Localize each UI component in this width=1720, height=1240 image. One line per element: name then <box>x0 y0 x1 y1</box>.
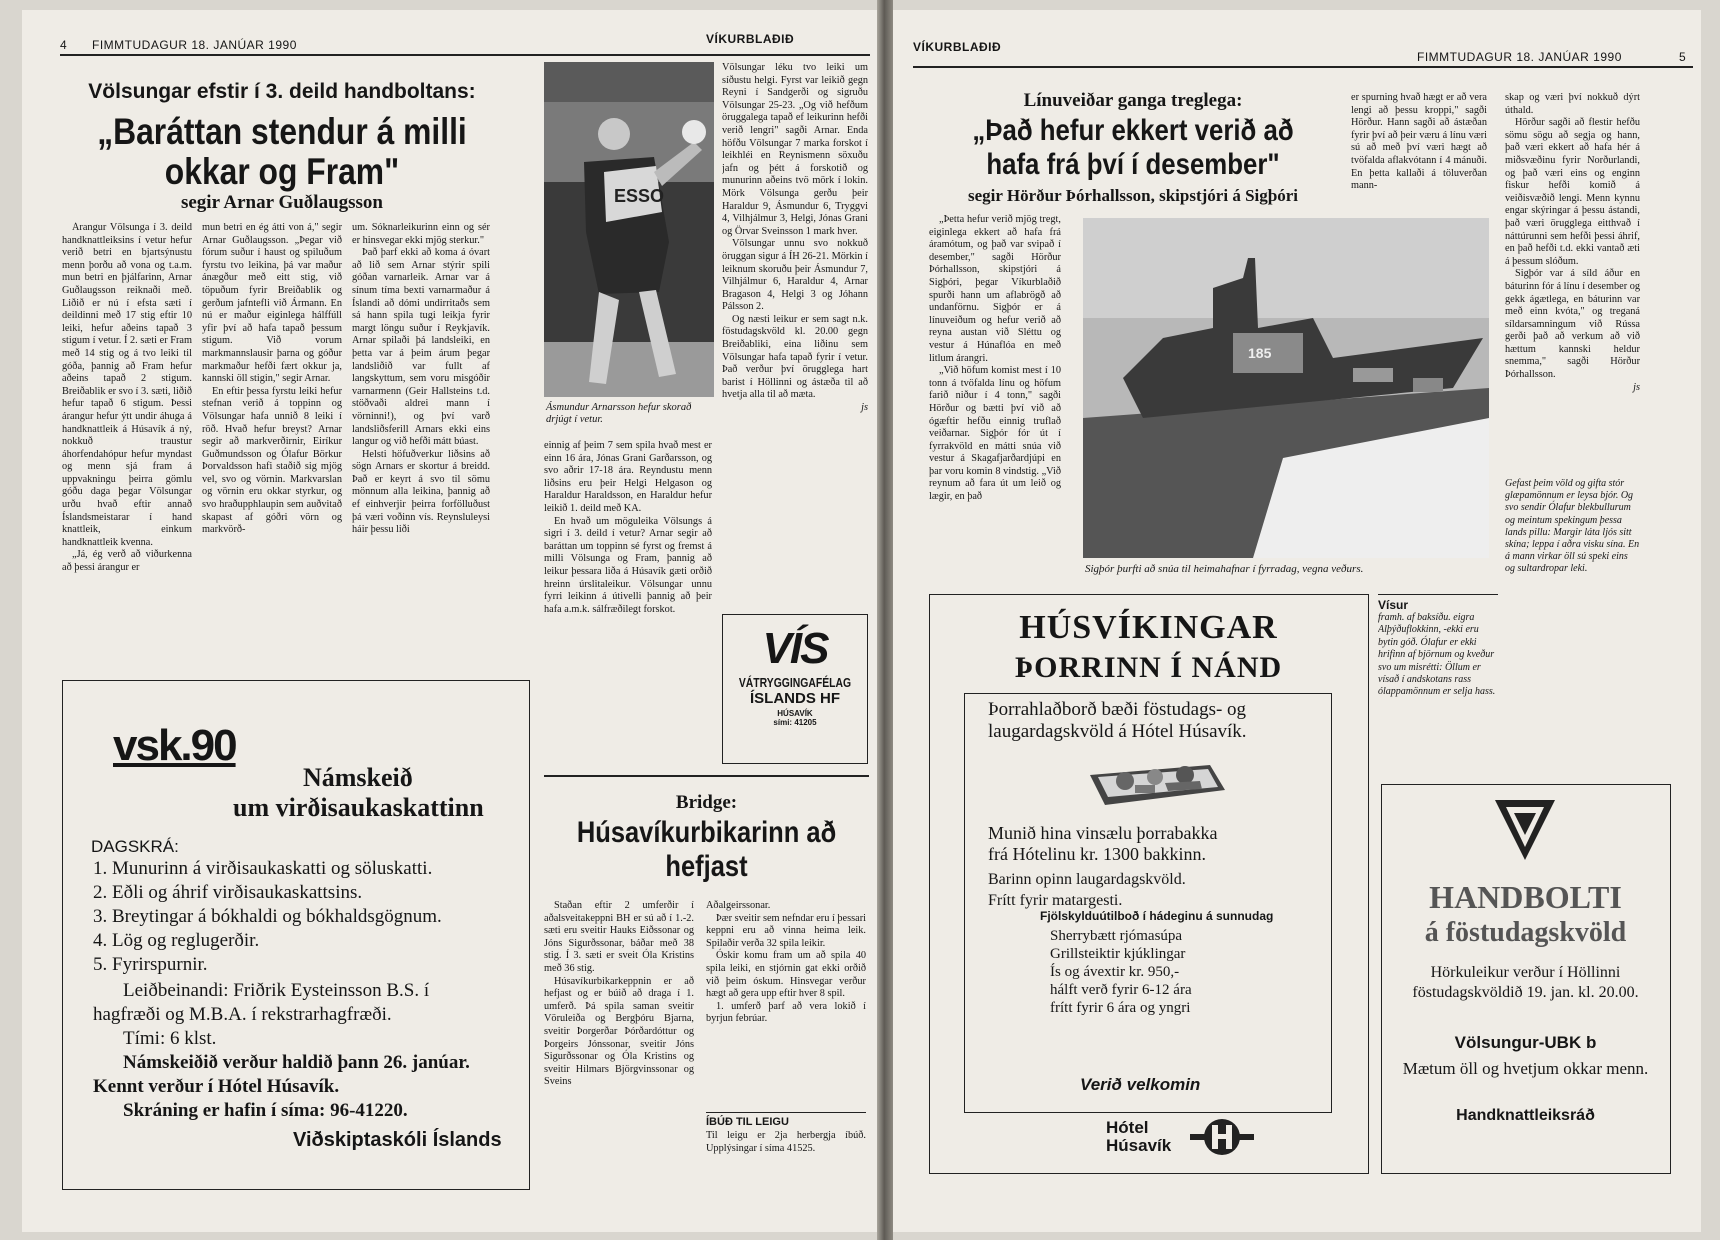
hotel-ad-menu <box>1050 927 1192 1017</box>
vsk-footer: Viðskiptaskóli Íslands <box>293 1129 502 1151</box>
hotel-logo-line-2: Húsavík <box>1106 1136 1172 1155</box>
hotel-ad-welcome: Verið velkomin <box>1080 1075 1201 1094</box>
club-crest-icon <box>1490 795 1560 865</box>
hotel-ad-line-3: Barinn opinn laugardagskvöld. <box>988 871 1186 888</box>
rental-text: Til leigu er 2ja herbergja íbúð. Upplýsingar í síma 41525. <box>706 1130 866 1154</box>
article-column-5: einnig af þeim 7 sem spila hvað mest er einn 16 ára, Jónas Grani Garðarsson, og svo aðrir 17-18 ára. Reyndustu menn liðsins eru þeir Helgi Helgason og Haraldur Haraldsson, en Haraldur hefur leikið 1. deild með KA. En hvað um möguleika Völsungs á sigri í 3. deild í vetur? Arnar segir að baráttan um toppinn sé fyrst og fremst á milli Völsunga og Fram, þannig að leikur þessara liða á Húsavík gæti orðið hreinn úrslitaleikur. Völsungar unnu fyrri leikinn á útivelli þannig að þeir hafa a.m.k. sálfræðilegt forskot. <box>544 440 712 615</box>
spine-gutter <box>877 0 893 1240</box>
article-column-2: mun betri en ég átti von á," segir Arnar Guðlaugsson. „Þegar við fórum suður í haust og spiluðum fyrstu tvo leikina, þá var maður ánægður með eitt stig, við töpuðum fyrir Breiðablik og gerðum jafntefli við Ármann. En nú er maður eiginlega hálffúll yfir því að hafa tapað þessum stigum. Við vorum markmannslausir þarna og góður markmaður hefði fært okkur ja, kannski öll stigin," segir Arnar. En eftir þessa fyrstu leiki hefur stefnan verið á toppinn og Völsungar hafa unnið 8 leiki í röð. Hvað hefur breyst? Arnar segir að markverðirnir, Eiríkur Guðmundsson og Ólafur Börkur Þorvaldsson hafi staðið sig mjög vel, svo og vörnin. Markvarslan og vörnin eru okkar styrkur, og svo hraðupphlaupin sem auðvitað skapast af góðri vörn og markvörð- <box>202 222 342 536</box>
hotel-ad-lunch-heading: Fjölskylduútilboð í hádeginu á sunnudag <box>1040 909 1274 923</box>
hotel-logo-text <box>1106 1119 1171 1155</box>
vsk-agenda-label: DAGSKRÁ: <box>91 837 179 856</box>
article-column-4: Völsungar léku tvo leiki um síðustu helgi. Fyrst var leikið gegn Reyni í Sandgerði og sigruðu Völsungar 25-23. „Og við hefðum öruggalega tapað ef leikurinn hefði verið lengri" sagði Arnar. Enda höfðu Völsungar 7 marka forskot í leikhléi en Reynismenn söxuðu jafn og þétt á forskotið og munurinn aðeins tvö mörk í lokin. Mörk Völsunga gerðu þeir Haraldur 9, Ásmundur 6, Tryggvi 4, Vilhjálmur 3, Helgi, Jónas Grani og Örvar Sveinsson 1 mark hver. Völsungar unnu svo nokkuð öruggan sigur á ÍH 26-21. Mörkin í leiknum skoruðu þeir Ásmundur 7, Vilhjálmur 6, Haraldur 4, Arnar Bragason 4, Helgi 3 og Jóhann Pálsson 2. Og næsti leikur er sem sagt n.k. föstudagskvöld kl. 20.00 gegn Breiðabliki, eina liðinu sem Völsungar hafa tapað fyrir í vetur. Það verður því örugglega hart barist í Höllinni og ástæða til að hvetja alla til að mæta. js <box>722 62 868 414</box>
article-column-3: um. Sóknarleikurinn einn og sér er hinsvegar ekki mjög sterkur." Það þarf ekki að koma á óvart að lið sem Arnar stýrir spili góðan varnarleik. Arnar var á sínum tíma bexti varnarmaður á Íslandi að dómi undirritaðs sem sá hann spila tugi leikja fyrir margt löngu suður í Reykjavík. Arnar spilaði þá landsleiki, en þetta var á þeim árum þegar landsliðið var fullt af langskyttum, sem voru misgóðir varnarmenn (Geir Hallsteins t.d. stöðvaði aldrei mann í vörninni!), og því varð landsliðsferill Arnars ekki eins langur og við hefði mátt búast. Helsti höfuðverkur liðsins að sögn Arnars er skortur á breidd. Það er keyrt á svo til sömu mönnum alla leikina, þannig að ef einhverjir þeirra forfölluðust þá væri voðinn vís. Reynsluleysi háir þessu liði <box>352 222 490 536</box>
hotel-husavik-ad <box>929 594 1369 1174</box>
fishing-boat-photo <box>1083 218 1489 558</box>
handbolti-text: Hörkuleikur verður í Höllinni föstudagskvöldið 19. jan. kl. 20.00. <box>1412 964 1639 1001</box>
vsk-title: Námskeið <box>303 763 413 792</box>
vsk-logo: vsk.90 <box>113 721 236 770</box>
left-page <box>22 10 877 1232</box>
vsk-subtitle: um virðisaukaskattinn <box>233 793 484 822</box>
vis-line-2: ÍSLANDS HF <box>750 690 840 707</box>
page-number: 4 <box>60 38 68 52</box>
handbolti-match: Völsungur-UBK b <box>1454 1033 1597 1052</box>
visur-text: framh. af baksíðu. eigra Alþýðuflokkinn, -ekki eru bytin góð. Ólafur er ekki hrifinn af björnum og kveður svo um misrétti: Öllum er vísað í andskotans rass ólappamönnum er selja hass. <box>1378 612 1496 698</box>
hotel-ad-line-4: Frítt fyrir matargesti. <box>988 892 1123 909</box>
hotel-ad-intro: Þorrahlaðborð bæði föstudags- og laugardagskvöld á Hótel Húsavík. <box>988 699 1247 742</box>
right-page <box>893 10 1701 1232</box>
photo-caption: Ásmundur Arnarsson hefur skorað drjúgt í vetur. <box>546 402 692 425</box>
handbolti-ad <box>1381 784 1671 1174</box>
hotel-ad-line-1: Munið hina vinsælu þorrabakka <box>988 823 1218 843</box>
hotel-ad-body <box>988 823 1348 911</box>
vsk-agenda-item: 1. Munurinn á virðisaukaskatti og söluskatti. <box>93 858 433 879</box>
menu-item: Sherrybætt rjómasúpa <box>1050 928 1183 944</box>
menu-item: Grillsteiktir kjúklingar <box>1050 946 1186 962</box>
article-column-3: skap og væri því nokkuð dýrt úthald. Hörður sagði að flestir hefðu sömu sögu að segja og hann, það væri ekkert að hafa hér á miðsvæðinu fyrir Norðurlandi, og það væri eins og enginn fiskur hefði komið á veiðisvæðið lengi. Menn kynnu engar skýringar á þessu ástandi, það væri örugglega eitthvað í náttúrunni sem hefði þessi áhrif, en það hefði t.d. ekki vantað æti á þessum slóðum. Sigþór var á síld áður en báturinn fór á línu í desember og gekk ágætlega, en báturinn var með einn kvóta," og treganá síldarsamningum við Rússa gerði það að verkum að við hættum kannski heldur snemma," sagði Hörður Þórhallsson. js <box>1505 92 1640 393</box>
vsk-details <box>93 979 503 1123</box>
bridge-column-2: Aðalgeirssonar. Þær sveitir sem nefndar eru í þessari keppni eru að vinna heima leik. Spilaðir verða 32 spila leikir. Óskir komu fram um að spila 40 spila leiki, en stjórnin gat ekki orðið við þeim óskum. Hinsvegar verður hægt að gera upp eftir hver 8 spil. 1. umferð þarf að vera lokið í byrjun febrúar. <box>706 900 866 1025</box>
hotel-ad-line-2: frá Hótelinu kr. 1300 bakkinn. <box>988 844 1206 864</box>
vsk-registration: Skráning er hafin í síma: 96-41220. <box>123 1100 408 1121</box>
visur-heading: Vísur <box>1378 598 1409 612</box>
menu-item: Ís og ávextir kr. 950,- <box>1050 964 1180 980</box>
vsk-instructor: Leiðbeinandi: Friðrik Eysteinsson B.S. í <box>123 980 430 1001</box>
vsk-agenda-item: 3. Breytingar á bókhaldi og bókhaldsgögnum. <box>93 906 442 927</box>
vsk-location: Kennt verður í Hótel Húsavík. <box>93 1076 340 1097</box>
header-date: FIMMTUDAGUR 18. JANÚAR 1990 <box>1417 50 1622 64</box>
vsk-agenda-item: 2. Eðli og áhrif virðisaukaskattsins. <box>93 882 363 903</box>
rental-heading: ÍBÚÐ TIL LEIGU <box>706 1116 789 1128</box>
article-headline: „Baráttan stendur á milli okkar og Fram" <box>97 111 467 192</box>
article-byline: segir Hörður Þórhallsson, skipstjóri á Sigþóri <box>968 186 1298 205</box>
svg-text:ESSO: ESSO <box>614 186 665 206</box>
article-byline: segir Arnar Guðlaugsson <box>180 192 383 213</box>
vis-line-4: sími: 41205 <box>773 718 817 727</box>
article-column-1: „Þetta hefur verið mjög tregt, eiginlega ekkert að hafa frá áramótum, og það var svipað í desember," sagði Hörður Þórhallsson, skipstjóri á Sigþóri, þegar Víkurblaðið spurði hann um aflabrögð að undanförnu. Sigþór er á línuveiðum og hefur verið að reyna austan við Sléttu og vestur á Húnaflóa en með litlum árangri. „Við höfum komist mest í 10 tonn á tvöfalda línu og höfum farið niður í 4 tonn," sagði Hörður og bætti því við að ógæftir hefðu einnig truflað veiðarnar. Sigþór fór út í fyrrakvöld en mátti snúa við vestur á Skagafjarðardjúpi en þar voru komin 8 vindstig. „Við reynum að fara út um leið og lægir, en það <box>929 214 1061 503</box>
menu-item: frítt fyrir 6 ára og yngri <box>1050 1000 1191 1016</box>
hotel-logo-icon <box>1190 1117 1254 1157</box>
vis-line-3: HÚSAVÍK <box>777 709 813 718</box>
hotel-ad-title-2: ÞORRINN Í NÁND <box>1014 651 1283 684</box>
vsk-course-ad <box>62 680 530 1190</box>
vis-insurance-ad <box>722 614 868 764</box>
article-column-2: er spurning hvað hægt er að vera lengi að þessu kroppi," sagði Hörður. Hann sagði að ástæðan fyrir því að þeir væru á línu væri sú að með því væri hægt að tvöfalda aflakvótann í 4 mánuði. En þetta kallaði á töluverðan mann- <box>1351 92 1487 192</box>
vsk-agenda-list <box>93 857 442 977</box>
handbolti-title-2: á föstudagskvöld <box>1424 917 1627 948</box>
header-paper-name: VÍKURBLAÐIÐ <box>913 40 1002 54</box>
poem-column: Gefast þeim völd og gifta stór glæpamönnum er leysa bjór. Og svo sendir Ólafur blekbullurum og meintum spekingum þessa lands pillu: Margir láta ljós sitt skína; leppa í aðra visku sína. En á mann virkar öll sú speki eins og sultardropar leki. <box>1505 478 1640 575</box>
header-date: FIMMTUDAGUR 18. JANÚAR 1990 <box>92 38 297 52</box>
hotel-logo-line-1: Hótel <box>1106 1118 1149 1137</box>
article-column-1: Árangur Völsunga í 3. deild handknattleiksins í vetur hefur verið betri en bjartsýnustu menn þorðu að vona og t.a.m. mun betri en þjálfarinn, Arnar Guðlaugsson reiknaði með. Liðið er nú í efsta sæti í deildinni með 17 stig eftir 10 leiki, hefur aðeins tapað 3 stigum í vetur. Í 2. sæti er Fram með 14 stig og á tvo leiki til góða, þannig að Fram hefur aðeins tapað 2 stigum. Breiðablik er svo í 3. sæti, liðið hefur tapað 6 stigum. Þessi árangur hefur ýtt undir áhuga á handknattleik á Húsavík á ný, nokkuð traustur áhorfendahópur hefur myndast og menn sjá fram á uppvakningu þeirra gömlu góðu daga þegar Völsungar urðu hvað eftir annað Íslandsmeistarar í hand knattleik, einkum handknattleik kvenna. „Já, ég verð að viðurkenna að þessi árangur er <box>62 222 192 574</box>
article-kicker: Línuveiðar ganga treglega: <box>1023 90 1243 111</box>
vis-line-1: VÁTRYGGINGAFÉLAG <box>738 675 852 690</box>
vsk-agenda-item: 5. Fyrirspurnir. <box>93 954 208 975</box>
handball-player-photo <box>544 62 714 397</box>
page-number: 5 <box>1679 50 1687 64</box>
photo-caption: Sigþór þurfti að snúa til heimahafnar í fyrradag, vegna veðurs. <box>1085 563 1364 575</box>
vsk-instructor-degree: hagfræði og M.B.A. í rekstrarhagfræði. <box>93 1004 392 1025</box>
header-paper-name: VÍKURBLAÐIÐ <box>706 32 795 46</box>
hotel-ad-title-1: HÚSVÍKINGAR <box>1019 609 1278 646</box>
bridge-column-1: Staðan eftir 2 umferðir í aðalsveitakeppni BH er sú að í 1.-2. sæti eru sveitir Hauks Eiðssonar og Jóns Sigurðssonar, báðar með 38 stig. Í 3. sæti er sveit Óla Kristins með 36 stig. Húsavíkurbikarkeppnin er að hefjast og er búið að draga í 1. umferð. Þá spila saman sveitir Vöruleiða og Bergþóru Bjarna, sveitir Þorgerðar Þórðardóttur og Þorgeirs Jónssonar, sveitir Jóns Sigurðssonar og Óla Kristins og sveitir Hilmars Björgvinssonar og Sveins <box>544 900 694 1088</box>
bridge-kicker: Bridge: <box>675 792 738 813</box>
handbolti-title-1: HANDBOLTI <box>1429 879 1622 915</box>
food-tray-illustration <box>1080 745 1230 815</box>
article-kicker: Völsungar efstir í 3. deild handboltans: <box>88 80 476 103</box>
handbolti-invite: Mætum öll og hvetjum okkar menn. <box>1402 1059 1649 1078</box>
menu-item: hálft verð fyrir 6-12 ára <box>1050 982 1192 998</box>
handbolti-signature: Handknattleiksráð <box>1456 1107 1595 1124</box>
vsk-agenda-item: 4. Lög og reglugerðir. <box>93 930 260 951</box>
vsk-date: Námskeiðið verður haldið þann 26. janúar. <box>123 1052 470 1073</box>
article-headline: „Það hefur ekkert verið að hafa frá því í desember" <box>972 114 1294 181</box>
vis-logo: VÍS <box>762 624 828 673</box>
svg-text:185: 185 <box>1248 345 1272 361</box>
vsk-duration: Tími: 6 klst. <box>123 1028 217 1049</box>
bridge-headline: Húsavíkurbikarinn að hefjast <box>576 816 837 883</box>
